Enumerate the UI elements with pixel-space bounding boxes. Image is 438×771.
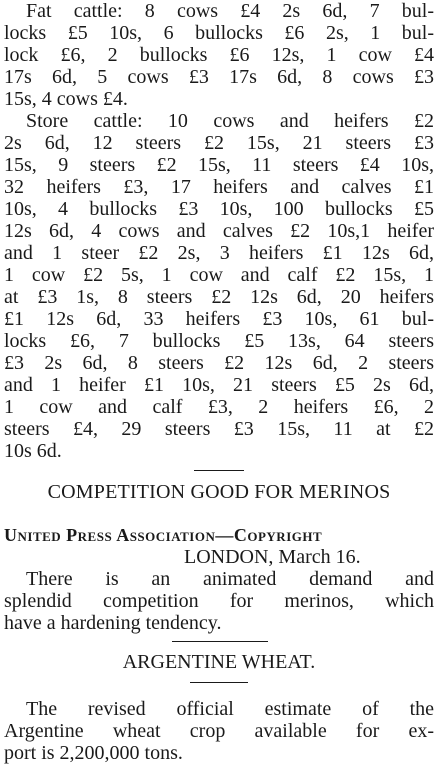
store-cattle-line: and 1 steer £2 2s, 3 heifers £1 12s 6d,: [4, 242, 434, 264]
store-cattle-line: 32 heifers £3, 17 heifers and calves £1: [4, 176, 434, 198]
merinos-body-line: splendid competition for merinos, which: [4, 590, 434, 612]
store-cattle-line: locks £6, 7 bullocks £5 13s, 64 steers: [4, 330, 434, 352]
store-cattle-line: £1 12s 6d, 33 heifers £3 10s, 61 bul-: [4, 308, 434, 330]
store-cattle-line: 2s 6d, 12 steers £2 15s, 21 steers £3: [4, 132, 434, 154]
fat-cattle-line: lock £6, 2 bullocks £6 12s, 1 cow £4: [4, 44, 434, 66]
headline-rule: [190, 682, 248, 683]
store-cattle-line: 15s, 9 steers £2 15s, 11 steers £4 10s,: [4, 154, 434, 176]
wheat-body-line: The revised official estimate of the: [26, 698, 434, 720]
headline-rule: [172, 641, 268, 642]
store-cattle-line: 1 cow and calf £3, 2 heifers £6, 2: [4, 396, 434, 418]
section-divider: [194, 470, 244, 471]
merinos-body-line: There is an animated demand and: [26, 568, 434, 590]
store-cattle-line: 1 cow £2 5s, 1 cow and calf £2 15s, 1: [4, 264, 434, 286]
wheat-headline: ARGENTINE WHEAT.: [122, 651, 316, 673]
fat-cattle-line: Fat cattle: 8 cows £4 2s 6d, 7 bul-: [26, 0, 434, 22]
merinos-headline: COMPETITION GOOD FOR MERINOS: [47, 481, 391, 503]
store-cattle-line: 10s 6d.: [4, 440, 62, 462]
fat-cattle-line: 15s, 4 cows £4.: [4, 88, 128, 110]
fat-cattle-line: 17s 6d, 5 cows £3 17s 6d, 8 cows £3: [4, 66, 434, 88]
store-cattle-line: steers £4, 29 steers £3 15s, 11 at £2: [4, 418, 434, 440]
store-cattle-line: Store cattle: 10 cows and heifers £2: [26, 110, 434, 132]
wheat-body-line: port is 2,200,000 tons.: [4, 742, 183, 764]
fat-cattle-line: locks £5 10s, 6 bullocks £6 2s, 1 bul-: [4, 22, 434, 44]
store-cattle-line: 10s, 4 bullocks £3 10s, 100 bullocks £5: [4, 198, 434, 220]
store-cattle-line: £3 2s 6d, 8 steers £2 12s 6d, 2 steers: [4, 352, 434, 374]
store-cattle-line: and 1 heifer £1 10s, 21 steers £5 2s 6d,: [4, 374, 434, 396]
store-cattle-line: 12s 6d, 4 cows and calves £2 10s,1 heifer: [4, 220, 434, 242]
merinos-dateline: LONDON, March 16.: [184, 546, 361, 568]
merinos-body-line: have a hardening tendency.: [4, 612, 222, 634]
wheat-body-line: Argentine wheat crop available for ex-: [4, 720, 434, 742]
merinos-byline: United Press Association—Copyright: [4, 525, 323, 545]
store-cattle-line: at £3 1s, 8 steers £2 12s 6d, 20 heifers: [4, 286, 434, 308]
